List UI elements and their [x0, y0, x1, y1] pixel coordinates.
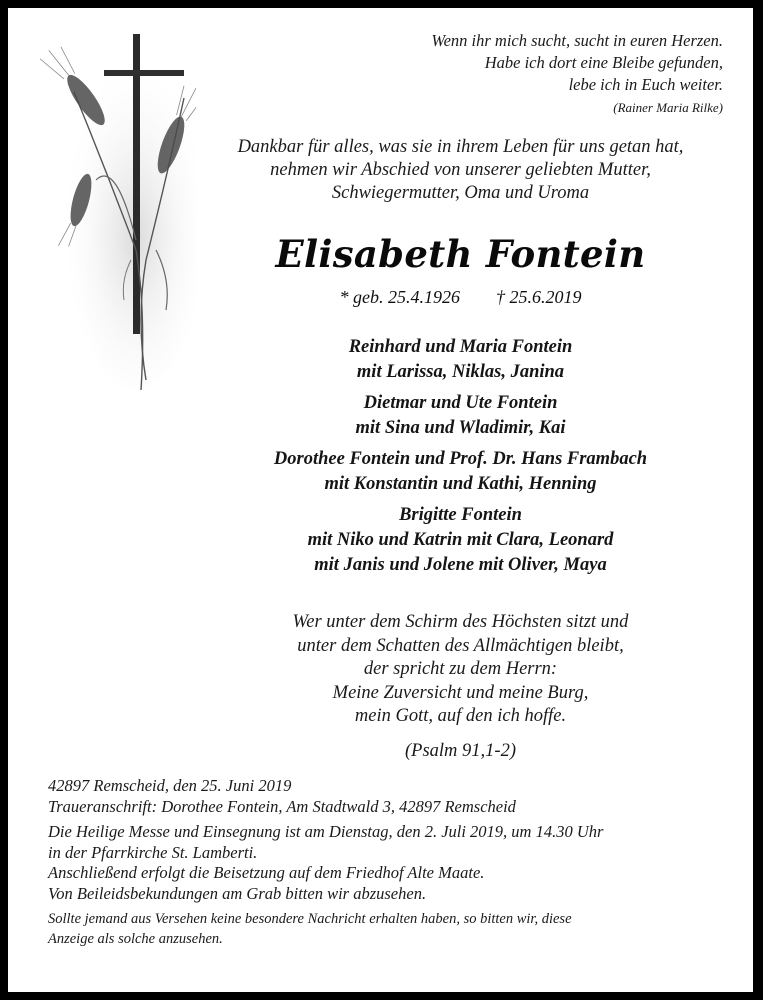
cross-with-wheat-ears-icon — [36, 20, 196, 400]
service-line: Anschließend erfolgt die Beisetzung auf dem Friedhof Alte Maate. — [48, 863, 485, 882]
intro-line: nehmen wir Abschied von unserer geliebten Mutter, — [270, 160, 651, 180]
rilke-quote — [431, 30, 723, 117]
family-line: mit Sina und Wladimir, Kai — [355, 418, 566, 438]
note-line: Anzeige als solche anzusehen. — [48, 931, 223, 947]
quote-author: (Rainer Maria Rilke) — [613, 100, 723, 115]
service-line: Die Heilige Messe und Einsegnung ist am Dienstag, den 2. Juli 2019, um 14.30 Uhr — [48, 822, 604, 841]
service-info — [48, 822, 738, 904]
family-group — [198, 447, 723, 497]
family-group — [198, 335, 723, 385]
psalm-line: unter dem Schatten des Allmächtigen bleibt, — [297, 635, 624, 656]
family-line: mit Konstantin und Kathi, Henning — [324, 474, 597, 494]
family-line: mit Janis und Jolene mit Oliver, Maya — [314, 555, 607, 575]
death-date: † 25.6.2019 — [496, 287, 582, 307]
family-line: Dorothee Fontein und Prof. Dr. Hans Frambach — [273, 449, 648, 469]
family-group — [198, 391, 723, 441]
psalm-quote — [198, 611, 723, 763]
mourning-address: Traueranschrift: Dorothee Fontein, Am Stadtwald 3, 42897 Remscheid — [48, 796, 516, 816]
note-line: Sollte jemand aus Versehen keine besondere Nachricht erhalten haben, so bitten wir, diese — [48, 911, 572, 927]
family-line: mit Larissa, Niklas, Janina — [356, 362, 565, 382]
farewell-intro — [198, 136, 723, 205]
psalm-line: Wer unter dem Schirm des Höchsten sitzt und — [292, 612, 629, 632]
quote-line: Wenn ihr mich sucht, sucht in euren Herzen. — [431, 31, 723, 50]
psalm-line: Meine Zuversicht und meine Burg, — [332, 682, 589, 703]
family-line: Reinhard und Maria Fontein — [348, 337, 573, 357]
place-date: 42897 Remscheid, den 25. Juni 2019 — [48, 776, 292, 795]
family-line: Brigitte Fontein — [399, 505, 522, 525]
psalm-line: mein Gott, auf den ich hoffe. — [354, 706, 567, 726]
family-group — [198, 503, 723, 578]
family-list — [198, 335, 723, 584]
deceased-name: Elisabeth Fontein — [275, 232, 646, 276]
psalm-reference: (Psalm 91,1-2) — [405, 740, 516, 761]
birth-date: * geb. 25.4.1926 — [339, 287, 460, 307]
notice-note — [48, 909, 738, 949]
address-block — [48, 776, 738, 817]
quote-line: lebe ich in Euch weiter. — [568, 75, 723, 94]
footer-info — [48, 776, 738, 949]
family-line: Dietmar und Ute Fontein — [363, 393, 558, 413]
intro-line: Schwiegermutter, Oma und Uroma — [331, 183, 590, 203]
service-line: Von Beileidsbekundungen am Grab bitten wir abzusehen. — [48, 883, 427, 903]
obituary-page — [8, 8, 753, 992]
psalm-line: der spricht zu dem Herrn: — [363, 659, 558, 679]
life-dates — [198, 286, 723, 308]
intro-line: Dankbar für alles, was sie in ihrem Leben für uns getan hat, — [237, 137, 684, 157]
service-line: in der Pfarrkirche St. Lamberti. — [48, 842, 258, 862]
quote-line: Habe ich dort eine Bleibe gefunden, — [484, 53, 723, 72]
family-line: mit Niko und Katrin mit Clara, Leonard — [307, 530, 614, 550]
